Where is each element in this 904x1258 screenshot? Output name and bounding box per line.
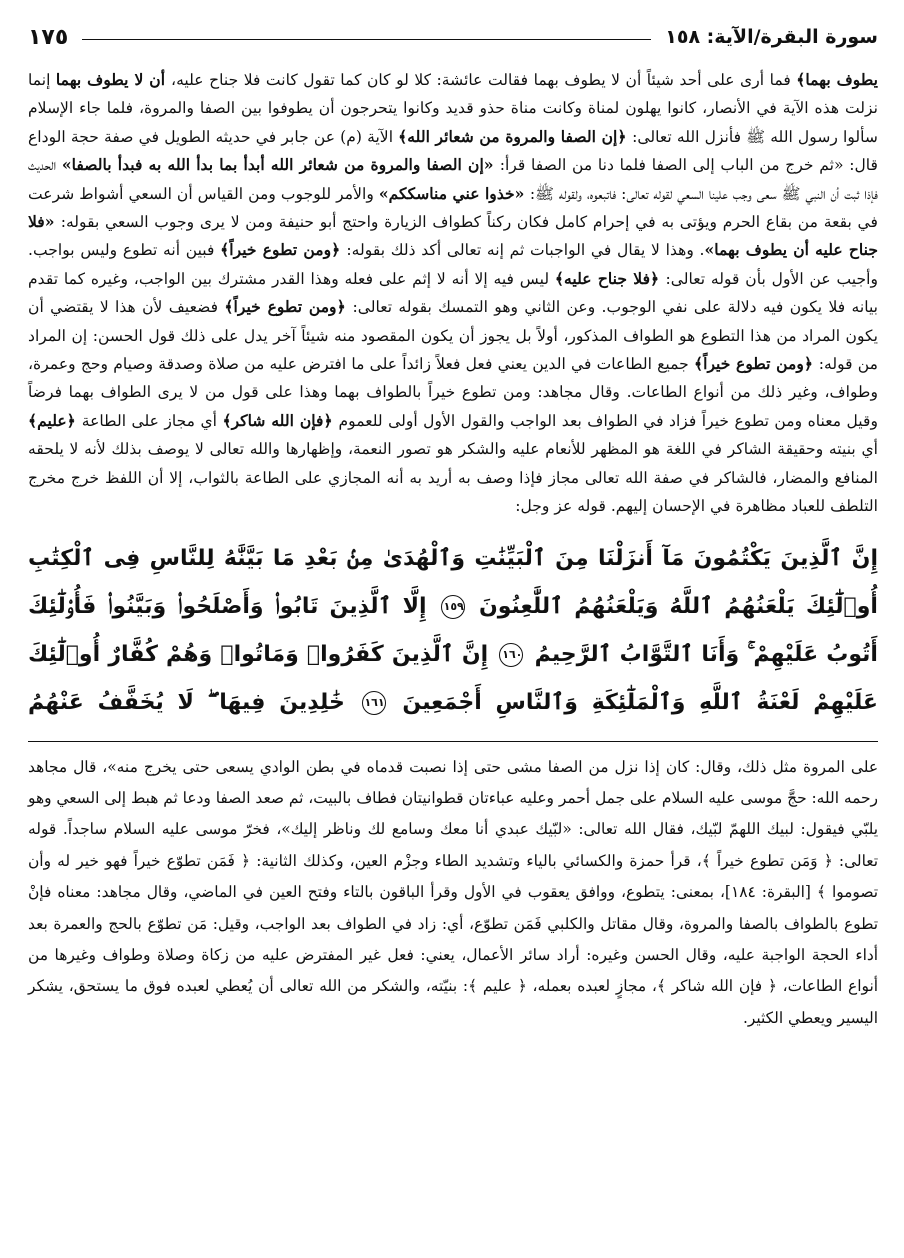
hadith-quote: «خذوا عني مناسككم» <box>378 183 530 203</box>
commentary-span: ليس فيه إلا أنه لا إثم على فعله وهذا القدر مشترك بين الواجب، وغيره كما تقدم بيانه فلا يكون فيه دلالة على نفي الوجوب. وعن الثاني وهو التمسك بقوله تعالى: <box>28 269 879 317</box>
quran-quote: ﴿ومن تطوع خيراً﴾ <box>224 297 353 317</box>
quran-quote: ﴿إن الصفا والمروة من شعائر الله﴾ <box>398 126 633 146</box>
commentary-span: فضعيف لأن هذا لا يقتضي أن يكون المراد من هذا التطوع هو الطواف المذكور، أولاً بل يجوز أن يكون المقصود منه شيئاً آخر يدل على ذلك قول الحسن: إن المراد من قوله: <box>28 298 878 374</box>
ayah-number-marker: ١٦٠ <box>499 643 523 667</box>
verse-162-start: خَٰلِدِينَ فِيهَا ۖ لَا يُخَفَّفُ عَنْهُمُ <box>28 689 345 715</box>
commentary-span: أي مجاز على الطاعة <box>81 411 223 430</box>
commentary-span: . وهذا لا يقال في الواجبات ثم إنه تعالى أكد ذلك بقوله: <box>346 241 705 260</box>
commentary-text <box>28 66 878 521</box>
commentary-paragraph <box>28 66 878 521</box>
quran-quote: أن لا يطوف بهما <box>55 70 172 89</box>
page-header <box>28 14 878 54</box>
commentary-span: إنما نزلت هذه الآية في الأنصار، كانوا يهلون لمناة وكانت مناة حذو قديد وكانوا يتحرجون أن يطوفوا بين الصفا والمروة، فلما جاء الإسلام سألوا رسول الله ﷺ فأنزل الله تعالى: <box>28 71 878 146</box>
book-page <box>28 14 878 1248</box>
commentary-span: فبين أنه تطوع وليس بواجب. وأجيب عن الأول بأن قوله تعالى: <box>28 241 878 288</box>
running-title: سورة البقرة/الآية: ١٥٨ <box>665 26 878 48</box>
quran-quote: ﴿عليم﴾ <box>28 410 82 430</box>
header-rule <box>82 39 651 40</box>
footnote-text: على المروة مثل ذلك، وقال: كان إذا نزل من الصفا مشى حتى إذا نصبت قدماه في بطن الوادي يسعى حتى يخرج منه»، قال مجاهد رحمه الله: حجَّ موسى عليه السلام على جمل أحمر وعليه عباءتان قطوانيتان فطاف بالبيت، ثم صعد الصفا ودعا ثم هبط إلى السعي وهو يلبّي فيقول: لبيك اللهمّ لبّيك، فقال الله تعالى: «لبّيك عبدي أنا معك وسامع لك وناظر إليك»، فخرّ موسى عليه السلام ساجداً. قوله تعالى: ﴿ وَمَن تطوع خيراً ﴾، قرأ حمزة والكسائي بالياء وتشديد الطاء وجزْم العين، وكذلك الثانية: ﴿ فَمَن تطوّع خيراً فهو خير له وأن تصوموا ﴾ [البقرة: ١٨٤]، بمعنى: يتطوع، ووافق يعقوب في الأول وقرأ الباقون بالتاء وفتح العين في الماضي، وقال مجاهد: معناه فإنْ تطوع بالطواف بالصفا والمروة، وقال مقاتل والكلبي فَمَن تطوّع، أي: زاد في الطواف بعد الواجب، وقيل: مَن تطوّع بالحج والعمرة بعد أداء الحجة الواجبة عليه، وقال الحسن وغيره: أراد سائر الأعمال، يعني: فعل غير المفترض عليه من زكاة وصلاة وطواف وغيرها من أنواع الطاعات، ﴿ فإن الله شاكر ﴾، مجازٍ لعبده بعمله، ﴿ عليم ﴾: بنيّته، والشكر من الله تعالى أن يُعطي لعبده فوق ما يستحق، يشكر اليسير ويعطي الكثير. <box>28 757 879 1027</box>
quran-quote: ﴿ومن تطوع خيراً﴾ <box>220 240 347 260</box>
quran-quote: ﴿ومن تطوع خيراً﴾ <box>693 354 819 374</box>
quran-quote: «فلا جناح عليه أن يطوف بهما» <box>28 212 878 260</box>
page-number: ١٧٥ <box>28 25 69 50</box>
commentary-span: والأمر للوجوب ومن القياس أن السعي أشواط شرعت في بقعة من بقاع الحرم ويؤتى به في إحرام كامل فكان ركناً كطواف الزيارة واحتج أبو حنيفة ومن لا يرى وجوب السعي بقوله: <box>28 184 878 232</box>
verse-160: إِلَّا ٱلَّذِينَ تَابُوا۟ وَأَصْلَحُوا۟ وَبَيَّنُوا۟ فَأُو۟لَٰٓئِكَ أَتُوبُ عَلَيْهِمْ ۚ وَأَنَا ٱلتَّوَّابُ ٱلرَّحِيمُ <box>28 593 878 667</box>
quran-verses <box>28 535 878 727</box>
verse-161: إِنَّ ٱلَّذِينَ كَفَرُوا۟ وَمَاتُوا۟ وَهُمْ كُفَّارٌ أُو۟لَٰٓئِكَ عَلَيْهِمْ لَعْنَةُ ٱللَّهِ وَٱلْمَلَٰٓئِكَةِ وَٱلنَّاسِ أَجْمَعِينَ <box>28 641 878 715</box>
ayah-number-marker: ١٦١ <box>362 691 386 715</box>
quran-quote: يطوف بهما﴾ <box>796 70 878 89</box>
quran-quote: ﴿فلا جناح عليه﴾ <box>554 268 666 288</box>
quran-quote: ﴿فإن الله شاكر﴾ <box>222 410 339 430</box>
footnote-divider <box>28 741 878 742</box>
commentary-span: الآية (م) عن جابر في حديثه الطويل في صفة حجة الوداع قال: «ثم خرج من الباب إلى الصفا فلما دنا من الصفا قرأ: <box>28 127 878 175</box>
commentary-span: الحديث فإذا ثبت أن النبي ﷺ سعى وجب علينا السعي لقوله تعالى: فاتبعوه، ولقوله ﷺ: <box>28 156 878 203</box>
commentary-span: جميع الطاعات في الدين يعني فعل فعلاً زائداً على ما افترض عليه من صلاة وصدقة وصيام وحج وعمرة، وطواف، وغير ذلك من أنواع الطاعات. وقال مجاهد: ومن تطوع خيراً بالطواف بهما وهذا على قول من لا يرى الطواف بهما فرضاً وقيل معناه ومن تطوع خيراً فزاد في الطواف بعد الواجب والقول الأول أولى للعموم <box>28 355 879 430</box>
footnotes <box>28 752 878 1035</box>
commentary-span: فما أرى على أحد شيئاً أن لا يطوف بهما فقالت عائشة: كلا لو كان كما تقول كانت فلا جناح عليه، <box>171 71 797 89</box>
hadith-quote: «إن الصفا والمروة من شعائر الله أبدأ بما بدأ الله به فبدأ بالصفا» <box>61 155 500 175</box>
verse-159: إِنَّ ٱلَّذِينَ يَكْتُمُونَ مَآ أَنزَلْنَا مِنَ ٱلْبَيِّنَٰتِ وَٱلْهُدَىٰ مِنۢ بَعْدِ مَا بَيَّنَّٰهُ لِلنَّاسِ فِى ٱلْكِتَٰبِ أُو۟لَٰٓئِكَ يَلْعَنُهُمُ ٱللَّهُ وَيَلْعَنُهُمُ ٱللَّٰعِنُونَ <box>28 545 878 619</box>
commentary-span: أي بنيته وحقيقة الشاكر في اللغة هو المظهر للأنعام عليه والشكر هو تصور النعمة، وإظهارها والله تعالى لا يوصف بذلك لأنه لا يلحقه المنافع والمضار، فالشاكر في صفة الله تعالى مجاز فإذا وصف به أريد به أنه المجازي على الطاعة بالثواب، إلا أن اللفظ خرج مخرج التلطف للعباد مظاهرة في الإحسان إليهم. قوله عز وجل: <box>28 440 878 516</box>
ayah-number-marker: ١٥٩ <box>441 595 465 619</box>
